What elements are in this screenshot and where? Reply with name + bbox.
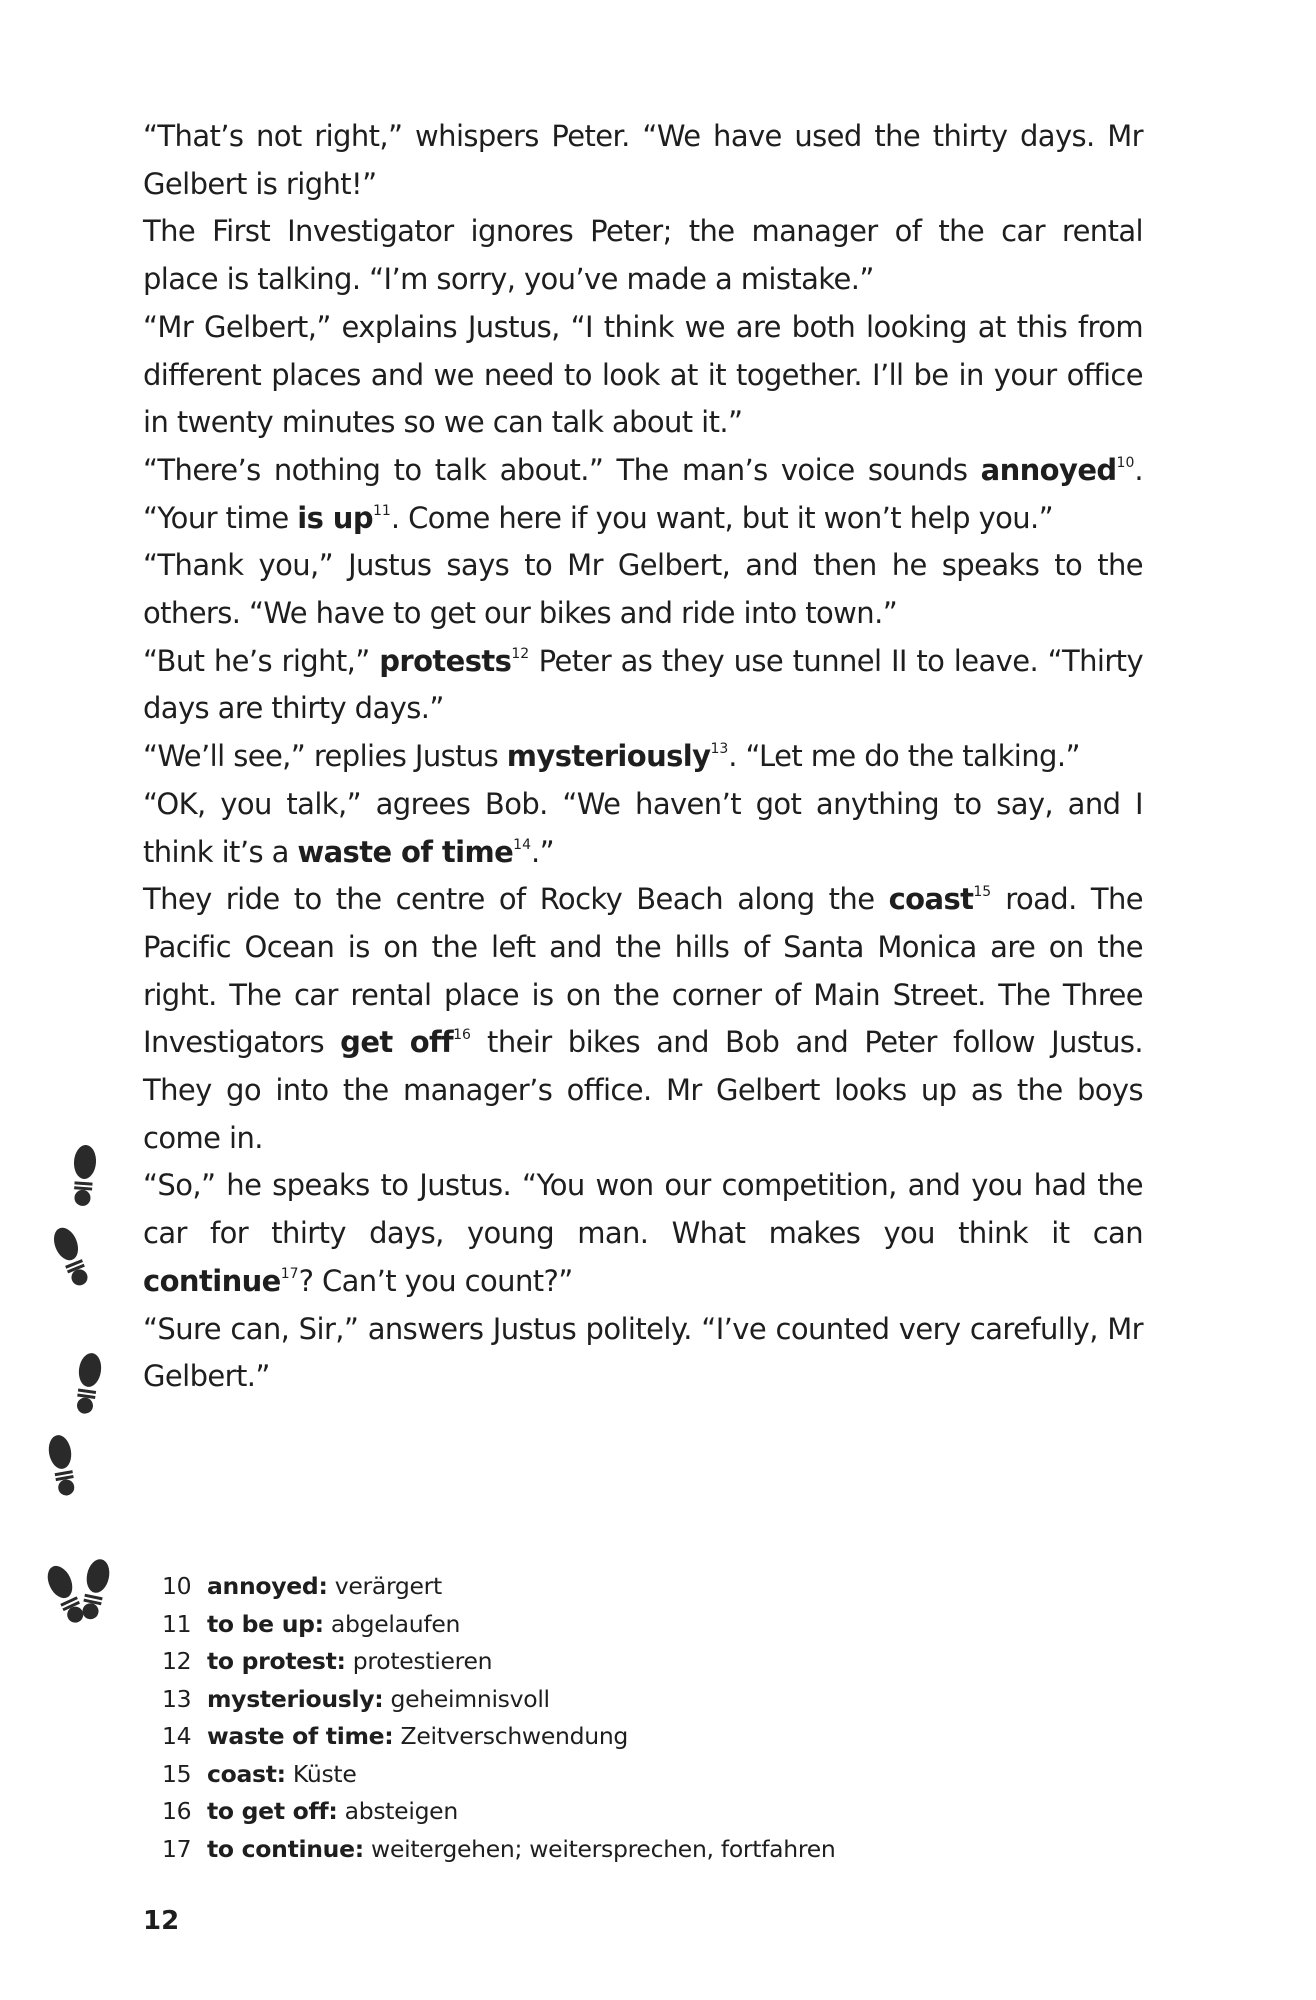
footnote-term: to protest: <box>207 1647 346 1675</box>
footnote-definition: geheimnisvoll <box>383 1684 550 1713</box>
glossary-term: coast <box>888 882 974 917</box>
footnote-item <box>162 1643 1162 1681</box>
footnote-definition: abgelaufen <box>323 1609 461 1638</box>
footnote-definition: Küste <box>285 1759 357 1788</box>
paragraph <box>143 638 1143 733</box>
footnote-term: to get off: <box>207 1797 338 1825</box>
footnote-number: 15 <box>162 1759 192 1788</box>
footnote-definition: verärgert <box>327 1572 442 1600</box>
text-run: . Come here if you want, but it won’t help you.” <box>390 500 1054 535</box>
footnote-ref: 17 <box>280 1265 299 1282</box>
footnote-number: 13 <box>162 1684 192 1713</box>
footnote-number: 16 <box>162 1797 192 1825</box>
footnote-item <box>162 1681 1162 1719</box>
text-run: Peter as they use tunnel II to leave. “Thirty days are thirty days.” <box>143 643 1144 726</box>
footnote-ref: 10 <box>1116 454 1135 471</box>
glossary-term: waste of time <box>297 834 514 869</box>
paragraph <box>143 113 1143 208</box>
footnote-definition: Zeitverschwendung <box>393 1722 629 1750</box>
paragraph <box>143 542 1143 637</box>
text-run: “So,” he speaks to Justus. “You won our competition, and you had the car for thirty days, young man. What makes you think it can <box>143 1168 1143 1251</box>
text-run: “We’ll see,” replies Justus <box>143 739 507 774</box>
footnote-term: annoyed: <box>207 1572 328 1600</box>
footnote-definition: protestieren <box>345 1647 493 1675</box>
footnote-item <box>162 1568 1162 1606</box>
footnotes-list <box>162 1568 1162 1868</box>
footnote-term: waste of time: <box>207 1722 394 1750</box>
glossary-term: annoyed <box>980 452 1117 487</box>
glossary-term: continue <box>143 1263 281 1298</box>
footprints-icon <box>30 1140 130 1660</box>
footnote-item <box>162 1793 1162 1831</box>
footnote-item <box>162 1718 1162 1756</box>
footnote-item <box>162 1831 1162 1869</box>
glossary-term: mysteriously <box>506 739 711 774</box>
paragraph <box>143 1162 1143 1305</box>
footnote-ref: 11 <box>373 502 391 519</box>
footnote-number: 12 <box>162 1647 192 1675</box>
text-run: “There’s nothing to talk about.” The man’s voice sounds <box>143 452 981 487</box>
glossary-term: is up <box>297 500 373 535</box>
text-run: “That’s not right,” whispers Peter. “We have used the thirty days. Mr Gelbert is right!” <box>143 119 1143 201</box>
text-run: They ride to the centre of Rocky Beach along the <box>143 882 889 917</box>
footnote-item <box>162 1606 1162 1644</box>
footnote-ref: 15 <box>973 884 992 901</box>
paragraph <box>143 781 1143 876</box>
footnote-item <box>162 1756 1162 1794</box>
footnote-definition: absteigen <box>337 1797 458 1825</box>
text-run: “But he’s right,” <box>143 643 380 678</box>
paragraph <box>143 304 1143 447</box>
text-run: The First Investigator ignores Peter; the manager of the car rental place is talking. “I’m sorry, you’ve made a mistake.” <box>143 214 1143 297</box>
paragraph <box>143 208 1143 303</box>
text-run: . “Your time <box>143 452 1143 535</box>
text-run: “Mr Gelbert,” explains Justus, “I think we are both looking at this from different places and we need to look at it together. I’ll be in your office in twenty minutes so we can talk about it.” <box>143 309 1143 440</box>
footnote-term: to be up: <box>207 1609 324 1638</box>
page-number: 12 <box>143 1906 180 1936</box>
footnote-term: coast: <box>207 1759 286 1788</box>
footnote-definition: weitergehen; weitersprechen, fortfahren <box>363 1834 836 1863</box>
glossary-term: get off <box>340 1025 454 1060</box>
glossary-term: protests <box>379 643 512 678</box>
main-text <box>143 113 1143 1401</box>
paragraph <box>143 733 1143 781</box>
paragraph <box>143 1306 1143 1401</box>
text-run: “Sure can, Sir,” answers Justus politely. “I’ve counted very carefully, Mr Gelbert.” <box>143 1311 1143 1394</box>
footnote-ref: 16 <box>453 1027 471 1044</box>
text-run: . “Let me do the talking.” <box>728 739 1080 774</box>
footnote-ref: 12 <box>511 645 530 662</box>
text-run: their bikes and Bob and Peter follow Justus. They go into the manager’s office. Mr Gelbert looks up as the boys come in. <box>143 1025 1143 1155</box>
text-run: road. The Pacific Ocean is on the left and the hills of Santa Monica are on the right. The car rental place is on the corner of Main Street. The Three Investigators <box>143 882 1143 1060</box>
paragraph <box>143 876 1143 1162</box>
footnote-term: mysteriously: <box>207 1684 384 1713</box>
footnote-number: 11 <box>162 1609 192 1638</box>
footnote-number: 10 <box>162 1572 192 1600</box>
text-run: ? Can’t you count?” <box>298 1263 573 1298</box>
footnote-term: to continue: <box>207 1834 364 1863</box>
footnote-ref: 13 <box>710 741 729 758</box>
paragraph <box>143 447 1143 542</box>
text-run: .” <box>530 834 555 869</box>
footnote-number: 14 <box>162 1722 192 1750</box>
footnote-ref: 14 <box>513 836 531 853</box>
text-run: “OK, you talk,” agrees Bob. “We haven’t got anything to say, and I think it’s a <box>143 786 1143 869</box>
footnote-number: 17 <box>162 1834 192 1863</box>
text-run: “Thank you,” Justus says to Mr Gelbert, and then he speaks to the others. “We have to get our bikes and ride into town.” <box>143 548 1143 631</box>
